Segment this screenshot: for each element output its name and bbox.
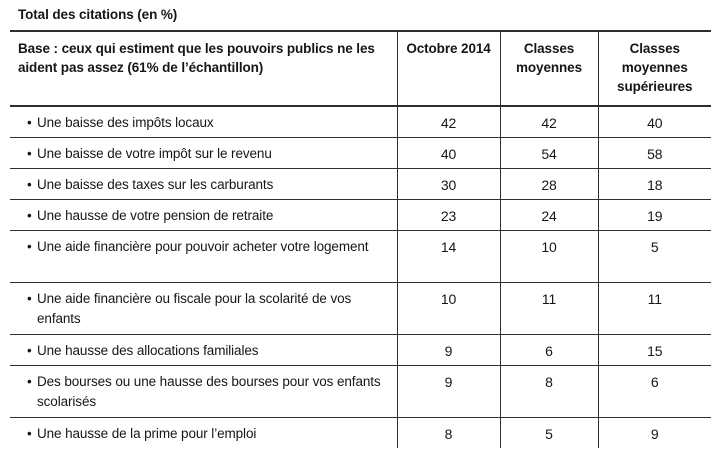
cell-value: 58 bbox=[598, 137, 711, 168]
cell-value: 6 bbox=[598, 365, 711, 417]
bullet-icon bbox=[27, 144, 32, 164]
cell-value: 42 bbox=[500, 106, 598, 137]
cell-value: 19 bbox=[598, 199, 711, 230]
cell-value: 28 bbox=[500, 168, 598, 199]
table-row bbox=[10, 199, 711, 230]
table-row bbox=[10, 417, 711, 448]
cell-value: 8 bbox=[500, 365, 598, 417]
cell-value: 14 bbox=[397, 230, 500, 282]
bullet-icon bbox=[27, 424, 32, 444]
table-row bbox=[10, 106, 711, 137]
bullet-icon bbox=[27, 175, 32, 195]
cell-value: 40 bbox=[598, 106, 711, 137]
cell-value: 5 bbox=[500, 417, 598, 448]
cell-value: 11 bbox=[500, 282, 598, 334]
column-header-classes-moyennes-superieures: Classes moyennes supérieures bbox=[598, 31, 711, 106]
row-label: Une baisse de votre impôt sur le revenu bbox=[37, 145, 272, 161]
row-label: Des bourses ou une hausse des bourses pour vos enfants scolarisés bbox=[37, 373, 381, 409]
page-title: Total des citations (en %) bbox=[18, 7, 178, 22]
cell-value: 54 bbox=[500, 137, 598, 168]
row-label: Une baisse des impôts locaux bbox=[37, 115, 214, 130]
cell-value: 24 bbox=[500, 199, 598, 230]
row-label: Une hausse des allocations familiales bbox=[37, 342, 259, 358]
table-row bbox=[10, 230, 711, 282]
table-row bbox=[10, 365, 711, 417]
column-header-octobre-2014: Octobre 2014 bbox=[397, 31, 500, 106]
cell-value: 18 bbox=[598, 168, 711, 199]
row-label: Une baisse des taxes sur les carburants bbox=[37, 176, 274, 192]
cell-value: 10 bbox=[397, 282, 500, 334]
bullet-icon bbox=[27, 206, 32, 226]
cell-value: 15 bbox=[598, 334, 711, 365]
row-label: Une aide financière ou fiscale pour la scolarité de vos enfants bbox=[37, 290, 352, 326]
cell-value: 5 bbox=[598, 230, 711, 282]
cell-value: 30 bbox=[397, 168, 500, 199]
bullet-icon bbox=[27, 237, 32, 257]
table-row bbox=[10, 168, 711, 199]
bullet-icon bbox=[27, 289, 32, 309]
cell-value: 40 bbox=[397, 137, 500, 168]
cell-value: 8 bbox=[397, 417, 500, 448]
column-header-classes-moyennes: Classes moyennes bbox=[500, 31, 598, 106]
row-label: Une hausse de votre pension de retraite bbox=[37, 207, 274, 223]
cell-value: 11 bbox=[598, 282, 711, 334]
base-header-cell: Base : ceux qui estiment que les pouvoirs publics ne les aident pas assez (61% de l’échantillon) bbox=[10, 31, 397, 106]
table-row bbox=[10, 334, 711, 365]
cell-value: 9 bbox=[397, 334, 500, 365]
bullet-icon bbox=[27, 372, 32, 392]
cell-value: 6 bbox=[500, 334, 598, 365]
table-row bbox=[10, 137, 711, 168]
cell-value: 42 bbox=[397, 106, 500, 137]
cell-value: 9 bbox=[598, 417, 711, 448]
table-row bbox=[10, 282, 711, 334]
bullet-icon bbox=[27, 113, 32, 133]
row-label: Une aide financière pour pouvoir acheter votre logement bbox=[37, 238, 369, 254]
bullet-icon bbox=[27, 341, 32, 361]
row-label: Une hausse de la prime pour l’emploi bbox=[37, 425, 257, 441]
cell-value: 23 bbox=[397, 199, 500, 230]
cell-value: 10 bbox=[500, 230, 598, 282]
table-header-row bbox=[10, 31, 711, 106]
citations-table bbox=[10, 30, 711, 448]
cell-value: 9 bbox=[397, 365, 500, 417]
